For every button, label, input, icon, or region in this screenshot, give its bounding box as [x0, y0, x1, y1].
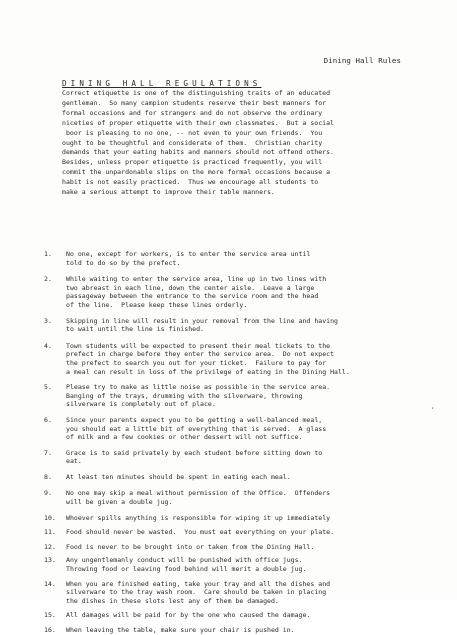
rule-line: Please try to make as little noise as possible in the service area. [66, 383, 331, 392]
rule-text [66, 489, 330, 506]
rule-item [44, 626, 414, 635]
intro-line: ought to be thoughtful and considerate of them. Christian charity [62, 138, 323, 147]
rule-text [66, 416, 326, 442]
rule-line: Any ungentlemanly conduct will be punished with office jugs. [66, 556, 303, 565]
rule-text [66, 611, 310, 620]
rule-item [44, 275, 414, 309]
rule-line: the dishes in these slots lest any of them be damaged. [66, 596, 279, 605]
rule-text [66, 626, 295, 635]
rule-line: When you are finished eating, take your tray and all the dishes and [66, 579, 331, 588]
rule-line: you should eat a little bit of everything that is served. A glass [66, 424, 327, 433]
rule-item [44, 528, 414, 537]
intro-line: commit the unpardonable slips on the more formal occasions because a [62, 168, 331, 177]
rule-number: 2. [44, 275, 52, 284]
rule-item [44, 489, 414, 506]
rule-line: Grace is to said privately by each student before sitting down to [66, 448, 323, 457]
intro-line: formal occasions and for strangers and do not observe the ordinary [62, 108, 323, 117]
rule-item [44, 317, 414, 334]
rule-line: silverware is completely out of place. [66, 400, 216, 409]
intro-paragraph [62, 89, 412, 198]
rule-line: to wait until the line is finished. [66, 325, 204, 334]
rule-item [44, 543, 414, 552]
rule-number: 9. [44, 489, 52, 498]
rule-line: Town students will be expected to present their meal tickets to the [66, 341, 331, 350]
rule-line: Since your parents expect you to be getting a well-balanced meal, [66, 415, 323, 424]
rule-item [44, 580, 414, 606]
rule-number: 8. [44, 472, 52, 481]
rule-text [66, 580, 330, 606]
rule-line: passageway between the entrance to the service room and the head [66, 292, 319, 301]
rule-item [44, 611, 414, 620]
rule-text [66, 449, 322, 466]
rule-line: Banging of the trays, drumming with the silverware, throwing [66, 391, 303, 400]
rule-item [44, 514, 414, 523]
rule-text [66, 473, 291, 482]
rule-number: 1. [44, 250, 52, 258]
rule-line: Throwing food or leaving food behind will merit a double jug. [66, 565, 307, 574]
rule-item [44, 556, 414, 573]
rule-line: of the line. Please keep these lines orderly. [66, 300, 248, 309]
rule-number: 11. [44, 528, 56, 537]
rule-line: No one may skip a meal without permission of the Office. Offenders [66, 489, 331, 498]
intro-line: Besides, unless proper etiquette is practiced frequently, you will [62, 158, 323, 167]
rule-number: 10. [44, 513, 56, 522]
rule-number: 6. [44, 415, 52, 424]
rule-item [44, 473, 414, 482]
page-header-label: Dining Hall Rules [323, 56, 401, 65]
intro-line: demands that your eating habits and manners should not offend others. [62, 148, 334, 157]
rule-number: 5. [44, 383, 52, 392]
rule-line: Food should never be wasted. You must eat everything on your plate. [66, 528, 335, 537]
document-title: DINING HALL REGULATIONS [62, 79, 262, 88]
rule-text [66, 275, 326, 309]
rules-list [44, 250, 414, 635]
intro-line: boor is pleasing to no one, -- not even to your own friends. You [62, 128, 323, 137]
rule-number: 4. [44, 341, 52, 350]
rule-line: two abreast in each line, down the center aisle. Leave a large [66, 283, 315, 292]
rule-text [66, 342, 350, 376]
rule-text [66, 383, 330, 409]
rule-line: the prefect to search you out for your ticket. Failure to pay for [66, 358, 327, 367]
rule-line: told to do so by the prefect. [66, 258, 181, 267]
rule-line: Whoever spills anything is responsible for wiping it up immediately [66, 513, 331, 522]
rule-text [66, 556, 306, 573]
rule-text [66, 317, 338, 334]
rule-text [66, 514, 330, 523]
rule-number: 3. [44, 316, 52, 325]
rule-text [66, 543, 314, 552]
rule-line: silverware to the tray wash room. Care should be taken in placing [66, 588, 327, 597]
rule-line: At least ten minutes should be spent in eating each meal. [66, 472, 291, 481]
intro-line: habit is not easily practiced. Thus we encourage all students to [62, 178, 319, 187]
rule-item [44, 383, 414, 409]
rule-text [66, 528, 334, 537]
rule-line: When leaving the table, make sure your chair is pushed in. [66, 626, 295, 634]
rule-line: a meal can result in loss of the privilege of eating in the Dining Hall. [66, 367, 350, 376]
rule-item [44, 449, 414, 466]
rule-line: prefect in charge before they enter the service area. Do not expect [66, 350, 335, 359]
intro-line: make a serious attempt to improve their table manners. [62, 188, 275, 197]
rule-item [44, 342, 414, 376]
rule-number: 14. [44, 579, 56, 588]
rule-number: 12. [44, 542, 56, 551]
rule-item [44, 416, 414, 442]
rule-line: All damages will be paid for by the one who caused the damage. [66, 611, 311, 620]
rule-item [44, 250, 414, 267]
margin-mark: , [431, 403, 435, 410]
rule-line: Skipping in line will result in your removal from the line and having [66, 316, 338, 325]
intro-line: gentleman. So many campion students reserve their best manners for [62, 98, 327, 107]
rule-number: 16. [44, 626, 56, 634]
rule-text [66, 250, 310, 267]
rule-line: While waiting to enter the service area, line up in two lines with [66, 275, 327, 284]
intro-line: niceties of proper etiquette with their own classmates. But a social [62, 118, 334, 127]
rule-line: eat. [66, 457, 82, 466]
rule-number: 7. [44, 448, 52, 457]
rule-line: Food is never to be brought into or taken from the Dining Hall. [66, 542, 315, 551]
rule-number: 13. [44, 556, 56, 565]
rule-line: of milk and a few cookies or other dessert will not suffice. [66, 433, 303, 442]
rule-number: 15. [44, 611, 56, 620]
rule-line: will be given a double jug. [66, 498, 173, 507]
rule-line: No one, except for workers, is to enter the service area until [66, 250, 311, 258]
intro-line: Correct etiquette is one of the distinguishing traits of an educated [62, 89, 331, 97]
